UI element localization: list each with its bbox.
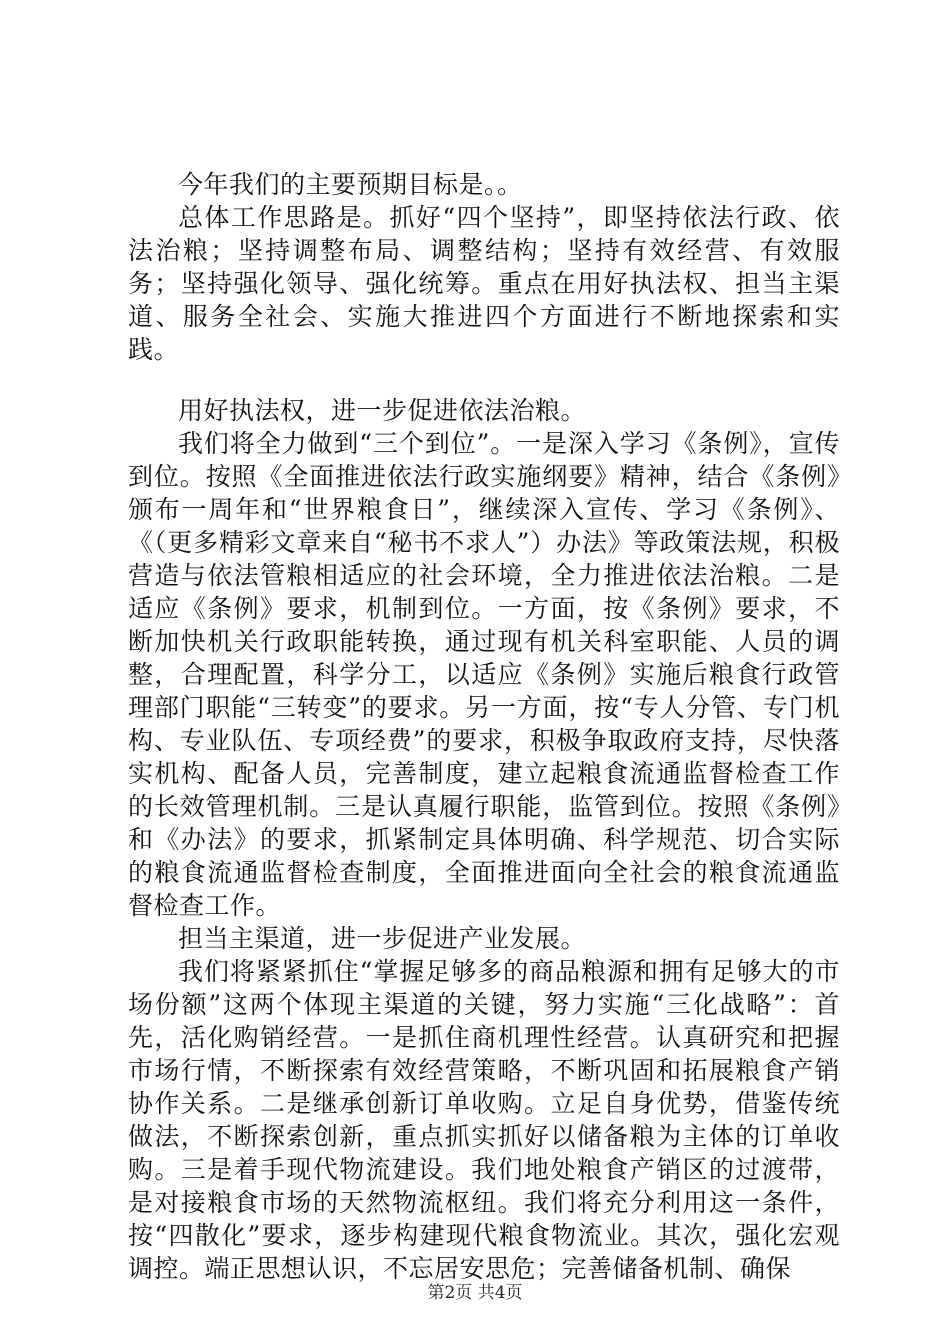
paragraph-overall-approach: 总体工作思路是。抓好“四个坚持”，即坚持依法行政、依法治粮；坚持调整布局、调整结构；坚持有效经营、有效服务；坚持强化领导、强化统筹。重点在用好执法权、担当主渠道、服务全社会、实施大推进四个方面进行不断地探索和实践。	[128, 203, 840, 364]
paragraph-targets: 今年我们的主要预期目标是。。	[178, 170, 523, 199]
page-number-footer: 第2页 共4页	[427, 1283, 523, 1303]
paragraph-heading-main-channel: 担当主渠道，进一步促进产业发展。	[178, 924, 587, 953]
paragraph-three-in-place: 我们将全力做到“三个到位”。一是深入学习《条例》，宣传到位。按照《全面推进依法行政实施纲要》精神，结合《条例》颁布一周年和“世界粮食日”，继续深入宣传、学习《条例》、《（更多精彩文章来自“秘书不求人”）办法》等政策法规，积极营造与依法管粮相适应的社会环境，全力推进依法治粮。二是适应《条例》要求，机制到位。一方面，按《条例》要求，不断加快机关行政职能转换，通过现有机关科室职能、人员的调整，合理配置，科学分工，以适应《条例》实施后粮食行政管理部门职能“三转变”的要求。另一方面，按“专人分管、专门机构、专业队伍、专项经费”的要求，积极争取政府支持，尽快落实机构、配备人员，完善制度，建立起粮食流通监督检查工作的长效管理机制。三是认真履行职能，监管到位。按照《条例》和《办法》的要求，抓紧制定具体明确、科学规范、切合实际的粮食流通监督检查制度，全面推进面向全社会的粮食流通监督检查工作。	[128, 429, 840, 920]
document-body	[128, 168, 840, 1285]
paragraph-three-strategies: 我们将紧紧抓住“掌握足够多的商品粮源和拥有足够大的市场份额”这两个体现主渠道的关键，努力实施“三化战略”：首先，活化购销经营。一是抓住商机理性经营。认真研究和把握市场行情，不断探索有效经营策略，不断巩固和拓展粮食产销协作关系。二是继承创新订单收购。立足自身优势，借鉴传统做法，不断探索创新，重点抓实抓好以储备粮为主体的订单收购。三是着手现代物流建设。我们地处粮食产销区的过渡带，是对接粮食市场的天然物流枢纽。我们将充分利用这一条件，按“四散化”要求，逐步构建现代粮食物流业。其次，强化宏观调控。端正思想认识，不忘居安思危；完善储备机制、确保	[128, 957, 840, 1283]
paragraph-heading-law-enforcement: 用好执法权，进一步促进依法治粮。	[178, 396, 587, 425]
